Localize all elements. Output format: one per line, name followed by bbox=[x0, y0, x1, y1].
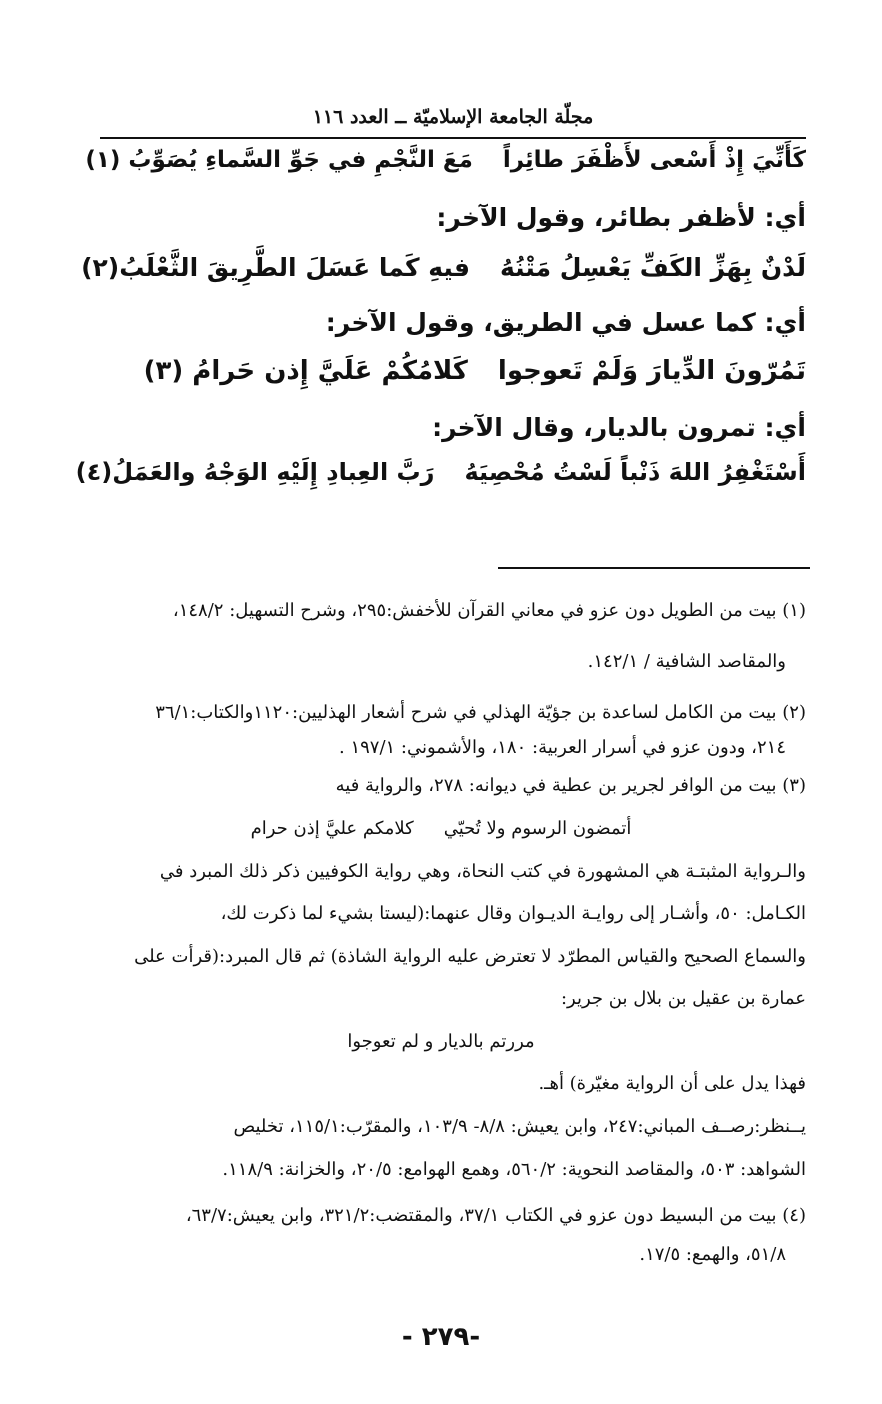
verse-3 bbox=[76, 356, 806, 386]
footnote-3-conclusion: فهذا يدل على أن الرواية مغيّرة) أهـ. bbox=[538, 1073, 806, 1094]
footnote-3-poem-second: كلامكم عليَّ إذن حرام bbox=[250, 818, 414, 839]
footnote-3-intro: (٣) بيت من الوافر لجرير بن عطية في ديوانه: ٢٧٨، والرواية فيه bbox=[335, 775, 806, 796]
verse-4 bbox=[76, 458, 806, 486]
footnote-3-poem-first: أتمضون الرسوم ولا تُحيّي bbox=[443, 818, 632, 839]
journal-header: مجلّة الجامعة الإسلاميّة ــ العدد ١١٦ bbox=[312, 106, 594, 128]
gloss-3: أي: تمرون بالديار، وقال الآخر: bbox=[432, 413, 806, 442]
verse-4-second-hemistich: رَبَّ العِبادِ إِلَيْهِ الوَجْهُ والعَمَلُ(٤) bbox=[75, 458, 435, 486]
verse-2-second-hemistich: فيهِ كَما عَسَلَ الطَّرِيقَ الثَّعْلَبُ(٢) bbox=[81, 253, 470, 282]
footnote-3-line-4: عمارة بن عقيل بن بلال بن جرير: bbox=[560, 988, 806, 1009]
verse-1 bbox=[76, 147, 806, 173]
footnote-2-line-2: ٢١٤، ودون عزو في أسرار العربية: ١٨٠، والأشموني: ١٩٧/١ . bbox=[338, 737, 786, 758]
verse-2-first-hemistich: لَدْنٌ بِهَزِّ الكَفِّ يَعْسِلُ مَتْنُهُ bbox=[500, 253, 806, 282]
footnote-1-line-2: والمقاصد الشافية / ١٤٢/١. bbox=[587, 651, 786, 672]
footnote-3-line-1: والـرواية المثبتـة هي المشهورة في كتب النحاة، وهي رواية الكوفيين ذكر ذلك المبرد في bbox=[159, 861, 806, 882]
footnote-3-refs-line-1: يــنظر:رصــف المباني:٢٤٧، وابن يعيش: ٨/٨- ١٠٣/٩، والمقرّب:١١٥/١، تخليص bbox=[233, 1116, 806, 1137]
footnote-3-line-3: والسماع الصحيح والقياس المطرّد لا تعترض عليه الرواية الشاذة) ثم قال المبرد:(قرأت على bbox=[134, 946, 806, 967]
footnote-4-line-1: (٤) بيت من البسيط دون عزو في الكتاب ٣٧/١، والمقتضب:٣٢١/٢، وابن يعيش:٦٣/٧، bbox=[185, 1205, 806, 1226]
footnote-3-line-2: الكـامل: ٥٠، وأشـار إلى روايـة الديـوان وقال عنهما:(ليستا بشيء لما ذكرت لك، bbox=[220, 903, 806, 924]
verse-3-second-hemistich: كَلامُكُمْ عَلَيَّ إِذن حَرامُ (٣) bbox=[143, 356, 468, 386]
gloss-1: أي: لأظفر بطائر، وقول الآخر: bbox=[436, 203, 806, 232]
verse-1-first-hemistich: كَأَنِّيَ إِذْ أَسْعى لأَظْفَرَ طائِراً bbox=[502, 147, 806, 173]
footnote-4-line-2: ٥١/٨، والهمع: ١٧/٥. bbox=[639, 1244, 786, 1265]
footnote-3-quote: مررتم بالديار و لم تعوجوا bbox=[347, 1031, 535, 1052]
verse-4-first-hemistich: أَسْتَغْفِرُ اللهَ ذَنْباً لَسْتُ مُحْصِيَهُ bbox=[464, 458, 806, 486]
verse-3-first-hemistich: تَمُرّونَ الدِّيارَ وَلَمْ تَعوجوا bbox=[497, 356, 806, 386]
footnote-3-refs-line-2: الشواهد: ٥٠٣، والمقاصد النحوية: ٥٦٠/٢، وهمع الهوامع: ٢٠/٥، والخزانة: ١١٨/٩. bbox=[222, 1159, 806, 1180]
footnote-1-line-1: (١) بيت من الطويل دون عزو في معاني القرآن للأخفش:٢٩٥، وشرح التسهيل: ١٤٨/٢، bbox=[172, 600, 806, 621]
verse-1-second-hemistich: مَعَ النَّجْمِ في جَوِّ السَّماءِ يُصَوِّبُ (١) bbox=[85, 147, 473, 173]
footnote-separator bbox=[498, 567, 810, 569]
header-rule bbox=[100, 137, 806, 139]
footnote-2-line-1: (٢) بيت من الكامل لساعدة بن جؤيّة الهذلي في شرح أشعار الهذليين:١١٢٠والكتاب:٣٦/١ bbox=[155, 702, 806, 723]
verse-2 bbox=[76, 253, 806, 282]
page-number: -٢٧٩ - bbox=[401, 1322, 481, 1352]
gloss-2: أي: كما عسل في الطريق، وقول الآخر: bbox=[325, 308, 806, 337]
footnote-3-poem bbox=[76, 818, 806, 840]
